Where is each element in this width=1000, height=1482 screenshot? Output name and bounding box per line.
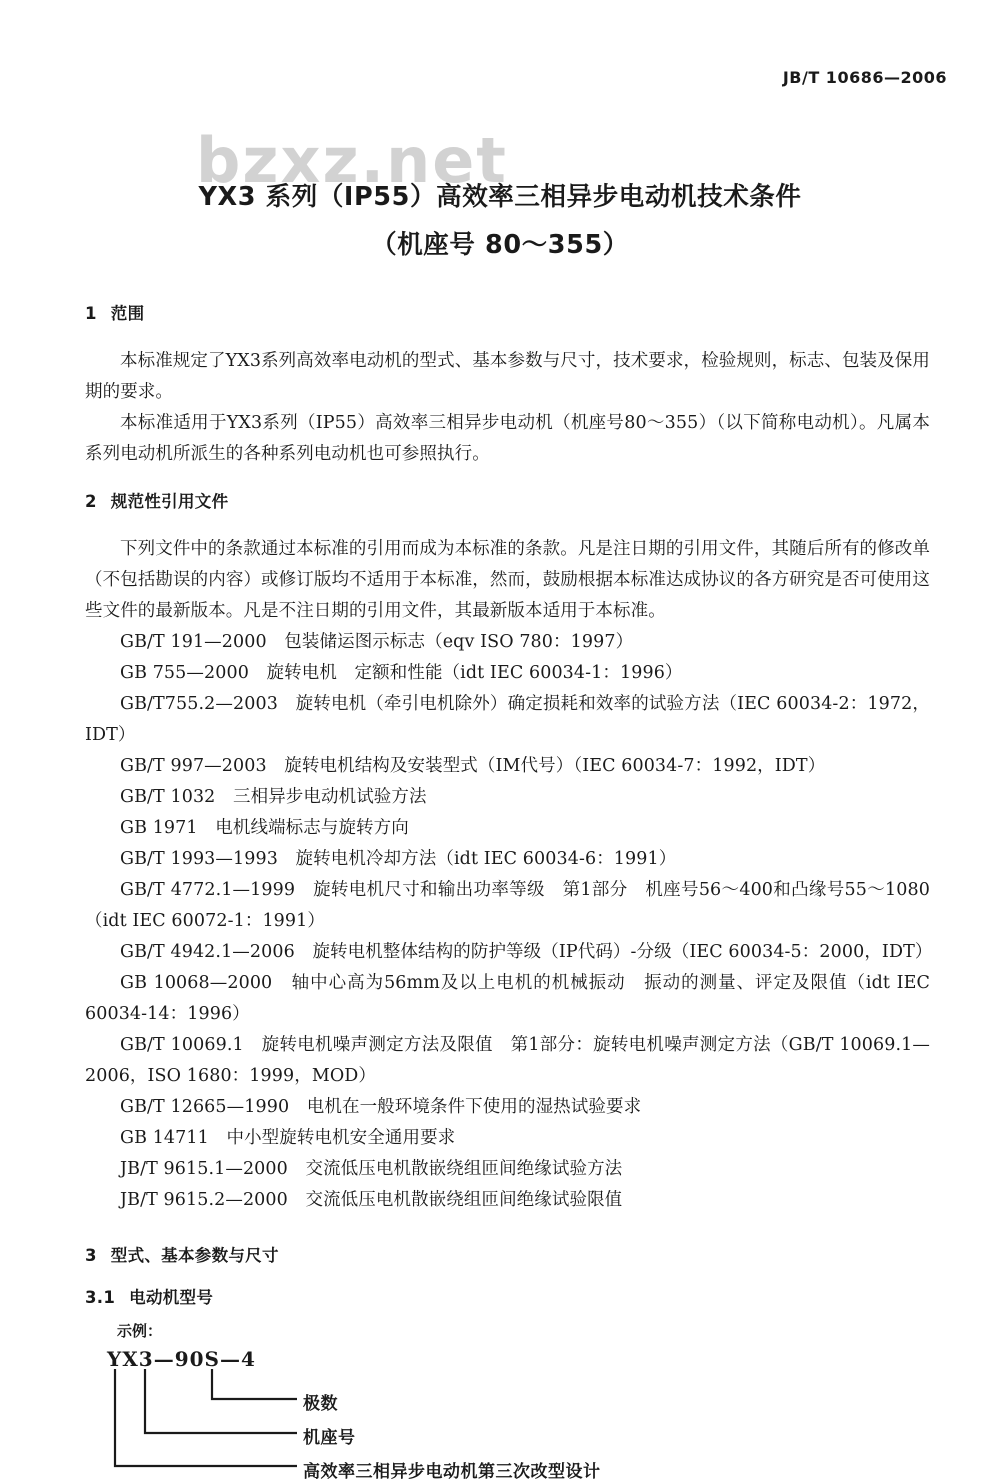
- page-subtitle: （机座号 80～355）: [371, 229, 629, 260]
- model-designation-diagram: [107, 1347, 667, 1482]
- page-title: YX3 系列（IP55）高效率三相异步电动机技术条件: [198, 182, 802, 212]
- paragraph: 本标准规定了YX3系列高效率电动机的型式、基本参数与尺寸，技术要求，检验规则，标志、包装及保用期的要求。: [85, 351, 930, 402]
- reference-item: GB 14711 中小型旋转电机安全通用要求: [120, 1128, 456, 1148]
- section-title-3: 型式、基本参数与尺寸: [110, 1246, 279, 1265]
- section-number-1: 1: [85, 304, 97, 323]
- section-title-1: 范围: [110, 304, 145, 323]
- title-block: [0, 182, 1000, 261]
- section-number-3: 3: [85, 1246, 97, 1265]
- leader-line-frame: [145, 1369, 297, 1433]
- example-label: 示例：: [117, 1322, 163, 1340]
- paragraph: 本标准适用于YX3系列（IP55）高效率三相异步电动机（机座号80～355）（以下简称电动机）。凡属本系列电动机所派生的各种系列电动机也可参照执行。: [85, 413, 930, 464]
- reference-item: GB/T 191—2000 包装储运图示标志（eqv ISO 780：1997）: [120, 632, 634, 652]
- section-title-2: 规范性引用文件: [110, 492, 229, 511]
- reference-item: GB 10068—2000 轴中心高为56mm及以上电机的机械振动 振动的测量、评定及限值（idt IEC 60034-14：1996）: [85, 973, 930, 1024]
- subsection-heading-3-1: [85, 1284, 930, 1308]
- section-heading-1: [85, 300, 930, 324]
- subsection-title-3-1: 电动机型号: [129, 1288, 214, 1307]
- subsection-number-3-1: 3.1: [85, 1288, 116, 1307]
- watermark-text: bzxz.net: [196, 124, 508, 197]
- reference-item: GB 755—2000 旋转电机 定额和性能（idt IEC 60034-1：1996）: [120, 663, 683, 683]
- document-body: [85, 300, 933, 1482]
- reference-item: GB/T 4942.1—2006 旋转电机整体结构的防护等级（IP代码）-分级（IEC 60034-5：2000，IDT）: [120, 942, 933, 962]
- section-heading-3: [85, 1242, 930, 1266]
- callout-label-poles: 极数: [303, 1394, 338, 1414]
- reference-item: JB/T 9615.1—2000 交流低压电机散嵌绕组匝间绝缘试验方法: [120, 1159, 623, 1179]
- standard-number-header: JB/T 10686—2006: [782, 68, 947, 87]
- reference-item: GB/T 12665—1990 电机在一般环境条件下使用的湿热试验要求: [120, 1097, 642, 1117]
- reference-item: GB/T 997—2003 旋转电机结构及安装型式（IM代号）（IEC 60034-7：1992，IDT）: [120, 756, 826, 776]
- leader-line-poles: [212, 1369, 297, 1399]
- leader-lines-svg: [107, 1347, 667, 1467]
- reference-item: GB/T 4772.1—1999 旋转电机尺寸和输出功率等级 第1部分 机座号56～400和凸缘号55～1080（idt IEC 60072-1：1991）: [85, 880, 930, 931]
- leader-line-design: [115, 1369, 297, 1466]
- reference-item: GB/T 1032 三相异步电动机试验方法: [120, 787, 427, 807]
- section-heading-2: [85, 488, 930, 512]
- section-number-2: 2: [85, 492, 97, 511]
- reference-item: JB/T 9615.2—2000 交流低压电机散嵌绕组匝间绝缘试验限值: [120, 1190, 623, 1210]
- callout-label-frame-number: 机座号: [303, 1428, 356, 1448]
- normative-reference-list: [85, 627, 933, 1216]
- callout-label-design-series: 高效率三相异步电动机第三次改型设计: [303, 1462, 601, 1482]
- reference-item: GB/T 1993—1993 旋转电机冷却方法（idt IEC 60034-6：1991）: [120, 849, 677, 869]
- reference-item: GB 1971 电机线端标志与旋转方向: [120, 818, 409, 838]
- paragraph: 下列文件中的条款通过本标准的引用而成为本标准的条款。凡是注日期的引用文件，其随后所有的修改单（不包括勘误的内容）或修订版均不适用于本标准，然而，鼓励根据本标准达成协议的各方研究是否可使用这些文件的最新版本。凡是不注日期的引用文件，其最新版本适用于本标准。: [85, 539, 930, 621]
- reference-item: GB/T755.2—2003 旋转电机（牵引电机除外）确定损耗和效率的试验方法（IEC 60034-2：1972，IDT）: [85, 694, 930, 745]
- reference-item: GB/T 10069.1 旋转电机噪声测定方法及限值 第1部分：旋转电机噪声测定方法（GB/T 10069.1—2006，ISO 1680：1999，MOD）: [85, 1035, 930, 1086]
- model-code-text: YX3—90S—4: [107, 1347, 256, 1371]
